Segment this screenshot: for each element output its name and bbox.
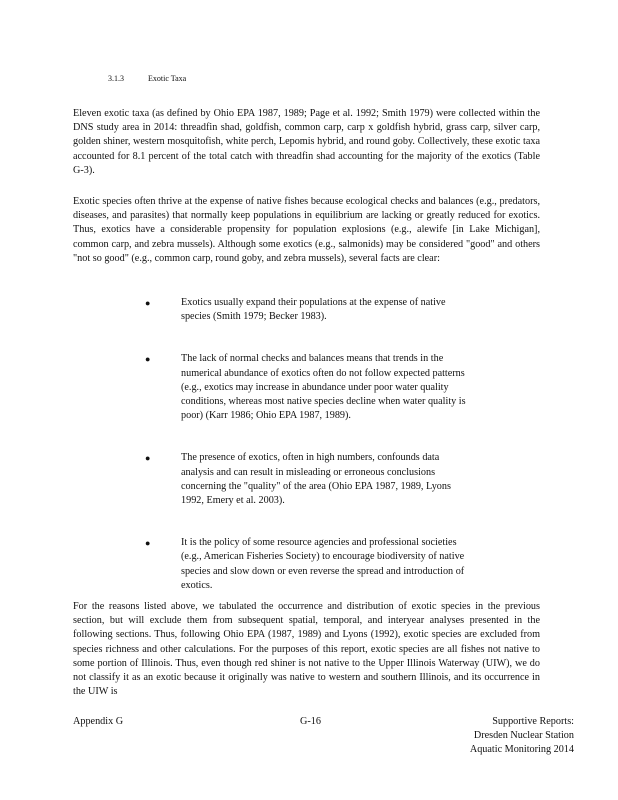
footer-report-title [470,715,574,758]
bullet-item [140,451,470,508]
footer-report-line: Aquatic Monitoring 2014 [469,744,574,756]
bullet-text: The presence of exotics, often in high numbers, confounds data analysis and can result in misleading or erroneous conclusions concerning the "quality" of the area (Ohio EPA 1987, 1989, Lyons 1992, Emery et al. 2003). [181,452,451,507]
paragraph-reasons: For the reasons listed above, we tabulated the occurrence and distribution of exotic species in the previous section, but will exclude them from subsequent spatial, temporal, and interyear analyses presented in the following sections. Thus, following Ohio EPA (1987, 1989) and Lyons (1992), exotic species are excluded from species richness and other calculations. For the purposes of this report, exotic species are all fishes not native to some portion of Illinois. Thus, even though red shiner is not native to the Upper Illinois Waterway (UIW), we do not classify it as an exotic because it originally was native to western and southern Illinois, and its occurrence in the UIW is [73,601,540,698]
footer-page-number: G-16 [300,716,321,727]
bullet-icon: ● [145,298,151,308]
bullet-item [140,352,470,423]
bullet-icon: ● [145,453,151,464]
bullet-item [140,296,470,324]
footer-appendix: Appendix G [73,716,124,727]
bullet-list [140,296,470,621]
bullet-text: The lack of normal checks and balances means that trends in the numerical abundance of exotics often do not follow expected patterns (e.g., exotics may increase in abundance under poor water quality conditions, whereas most native species decline when water quality is poor) (Karr 1986; Ohio EPA 1987, 1989). [181,353,466,422]
bullet-icon: ● [145,354,151,365]
bullet-item [140,536,470,593]
footer-report-line: Supportive Reports: [492,716,574,727]
footer-report-line: Dresden Nuclear Station [473,730,574,742]
bullet-text: It is the policy of some resource agencies and professional societies (e.g., American Fisheries Society) to encourage biodiversity of native species and slow down or even reverse the spread and introduction of exotics. [181,537,465,591]
paragraph-intro: Eleven exotic taxa (as defined by Ohio EPA 1987, 1989; Page et al. 1992; Smith 1979) were collected within the DNS study area in 2014: threadfin shad, goldfish, common carp, carp x goldfish hybrid, grass carp, silver carp, golden shiner, western mosquitofish, white perch, Lepomis hybrid, and round goby. Collectively, these exotic taxa accounted for 8.1 percent of the total catch with threadfin shad accounting for the majority of the exotics (Table G-3). [73,108,540,176]
section-heading [108,74,208,83]
paragraph-exotic-species: Exotic species often thrive at the expense of native fishes because ecological checks and balances (e.g., predators, diseases, and parasites) that normally keep populations in equilibrium are lacking or greatly reduced for exotics. Thus, exotics have a considerable propensity for population explosions (e.g., alewife [in Lake Michigan], common carp, and zebra mussels). Although some exotics (e.g., salmonids) may be considered "good" and others "not so good" (e.g., common carp, round goby, and zebra mussels), several facts are clear: [73,196,540,264]
bullet-icon: ● [145,538,151,549]
section-title: Exotic Taxa [148,74,187,83]
section-number: 3.1.3 [108,74,124,83]
bullet-text: Exotics usually expand their populations at the expense of native species (Smith 1979; Becker 1983). [181,297,446,323]
